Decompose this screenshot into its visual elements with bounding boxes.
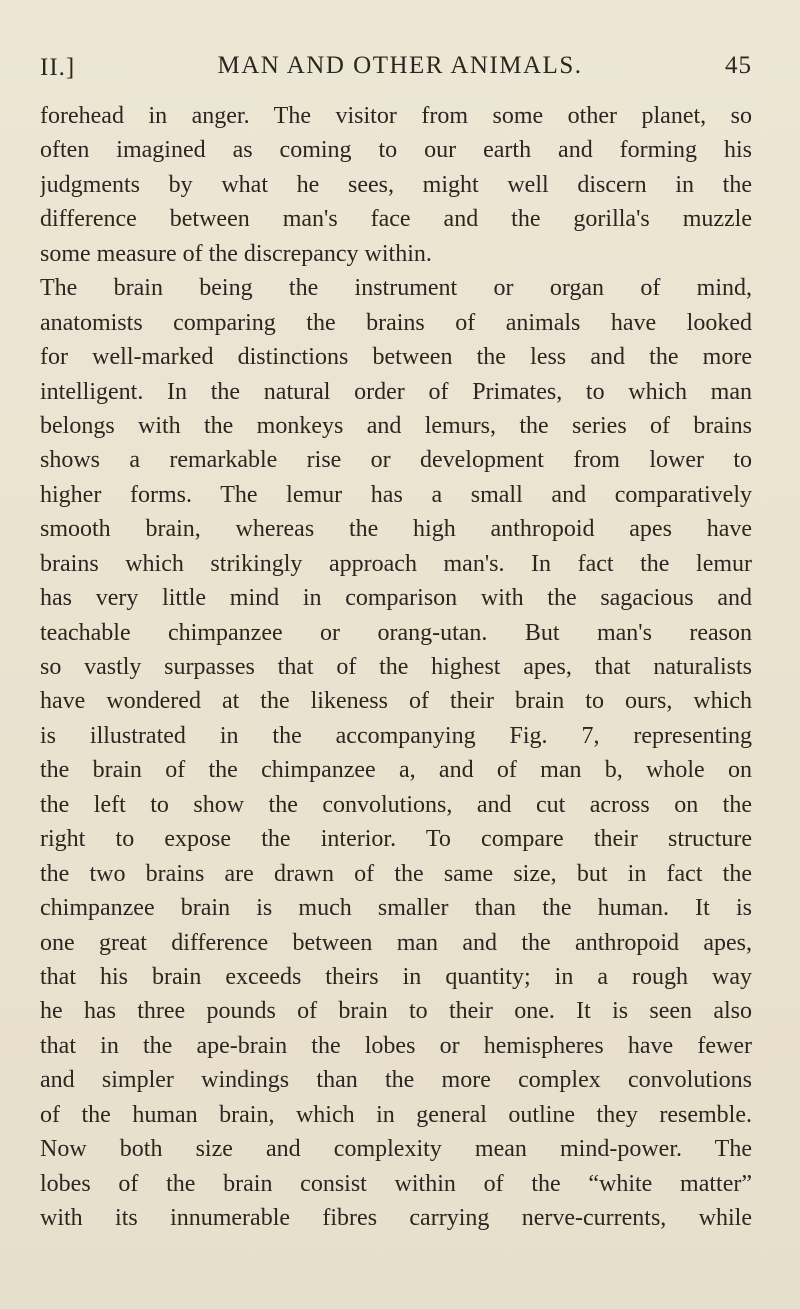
text-line: the left to show the convolutions, and cut across on the: [40, 791, 752, 818]
text-line: the two brains are drawn of the same size, but in fact the: [40, 860, 752, 887]
text-line: The brain being the instrument or organ of mind,: [40, 275, 752, 302]
text-line: with its innumerable fibres carrying nerve-currents, while: [40, 1205, 752, 1231]
text-line: chimpanzee brain is much smaller than the human. It is: [40, 895, 752, 922]
body-text: [40, 99, 752, 1235]
text-line: the brain of the chimpanzee a, and of man b, whole on: [40, 757, 752, 784]
text-line: some measure of the discrepancy within.: [40, 240, 432, 267]
text-line: of the human brain, which in general outline they resemble.: [40, 1101, 752, 1128]
text-line: so vastly surpasses that of the highest apes, that naturalists: [40, 654, 752, 680]
text-line: for well-marked distinctions between the less and the more: [40, 344, 752, 371]
page-number: 45: [725, 52, 752, 79]
running-title: MAN AND OTHER ANIMALS.: [217, 52, 583, 79]
text-line: belongs with the monkeys and lemurs, the series of brains: [40, 412, 752, 439]
text-line: has very little mind in comparison with the sagacious and: [40, 585, 752, 612]
text-line: intelligent. In the natural order of Primates, to which man: [40, 378, 752, 405]
text-line: smooth brain, whereas the high anthropoid apes have: [40, 516, 752, 543]
text-line: right to expose the interior. To compare their structure: [40, 826, 752, 853]
text-line: teachable chimpanzee or orang-utan. But man's reason: [40, 619, 752, 646]
text-line: difference between man's face and the gorilla's muzzle: [40, 206, 752, 233]
text-line: have wondered at the likeness of their brain to ours, which: [40, 688, 752, 715]
text-line: he has three pounds of brain to their one. It is seen also: [40, 998, 752, 1025]
text-line: forehead in anger. The visitor from some other planet, so: [40, 103, 752, 129]
text-line: anatomists comparing the brains of animals have looked: [40, 309, 752, 336]
text-line: brains which strikingly approach man's. In fact the lemur: [40, 550, 752, 577]
text-line: higher forms. The lemur has a small and comparatively: [40, 481, 752, 508]
text-line: that in the ape-brain the lobes or hemispheres have fewer: [40, 1032, 752, 1059]
text-line: often imagined as coming to our earth and forming his: [40, 137, 752, 164]
text-line: Now both size and complexity mean mind-power. The: [40, 1136, 752, 1163]
chapter-marker: II.]: [40, 54, 76, 81]
text-line: shows a remarkable rise or development from lower to: [40, 447, 752, 474]
running-head: [40, 52, 760, 86]
text-line: and simpler windings than the more complex convolutions: [40, 1067, 752, 1094]
text-line: lobes of the brain consist within of the “white matter”: [40, 1170, 752, 1197]
text-line: judgments by what he sees, might well discern in the: [40, 171, 752, 198]
text-line: is illustrated in the accompanying Fig. 7, representing: [40, 722, 752, 749]
text-line: that his brain exceeds theirs in quantity; in a rough way: [40, 963, 752, 990]
text-line: one great difference between man and the anthropoid apes,: [40, 929, 752, 956]
